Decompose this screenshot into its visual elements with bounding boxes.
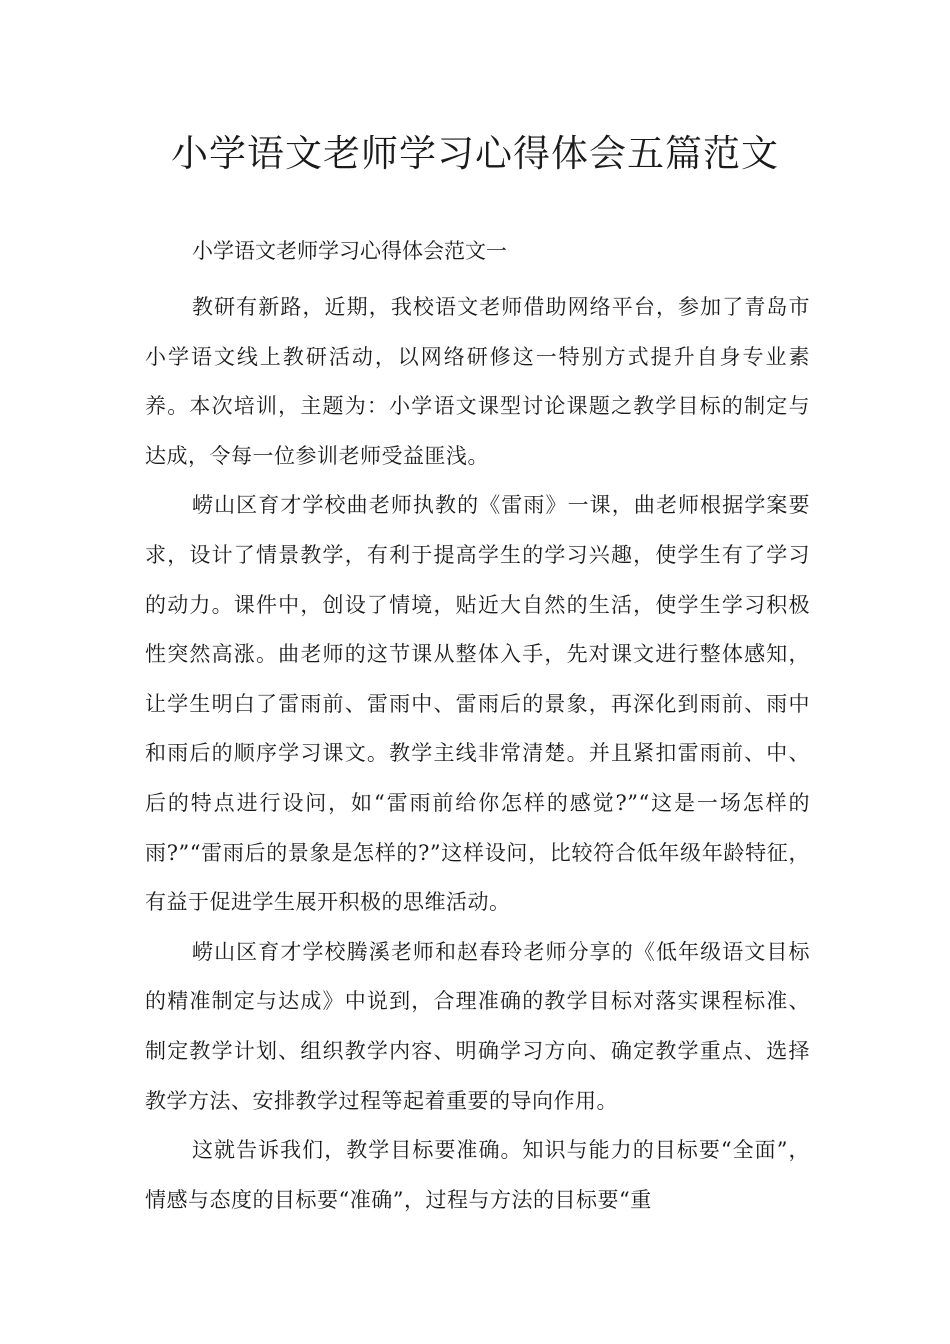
body-paragraph: 崂山区育才学校腾溪老师和赵春玲老师分享的《低年级语文目标的精准制定与达成》中说到，合理准确的教学目标对落实课程标准、制定教学计划、组织教学内容、明确学习方向、确定教学重点、选择教学方法、安排教学过程等起着重要的导向作用。	[145, 939, 810, 1113]
document-title: 小学语文老师学习心得体会五篇范文	[171, 132, 779, 175]
section-subheading: 小学语文老师学习心得体会范文一	[192, 239, 507, 263]
document-body	[145, 283, 810, 1225]
body-paragraph: 崂山区育才学校曲老师执教的《雷雨》一课，曲老师根据学案要求，设计了情景教学，有利于提高学生的学习兴趣，使学生有了学习的动力。课件中，创设了情境，贴近大自然的生活，使学生学习积极性突然高涨。曲老师的这节课从整体入手，先对课文进行整体感知，让学生明白了雷雨前、雷雨中、雷雨后的景象，再深化到雨前、雨中和雨后的顺序学习课文。教学主线非常清楚。并且紧扣雷雨前、中、后的特点进行设问，如“雷雨前给你怎样的感觉?”“这是一场怎样的雨?”“雷雨后的景象是怎样的?”这样设问，比较符合低年级年龄特征，有益于促进学生展开积极的思维活动。	[145, 493, 810, 915]
body-paragraph: 教研有新路，近期，我校语文老师借助网络平台，参加了青岛市小学语文线上教研活动，以网络研修这一特别方式提升自身专业素养。本次培训，主题为：小学语文课型讨论课题之教学目标的制定与达成，令每一位参训老师受益匪浅。	[145, 295, 810, 468]
body-paragraph: 这就告诉我们，教学目标要准确。知识与能力的目标要“全面”，情感与态度的目标要“准确”，过程与方法的目标要“重	[145, 1138, 810, 1212]
